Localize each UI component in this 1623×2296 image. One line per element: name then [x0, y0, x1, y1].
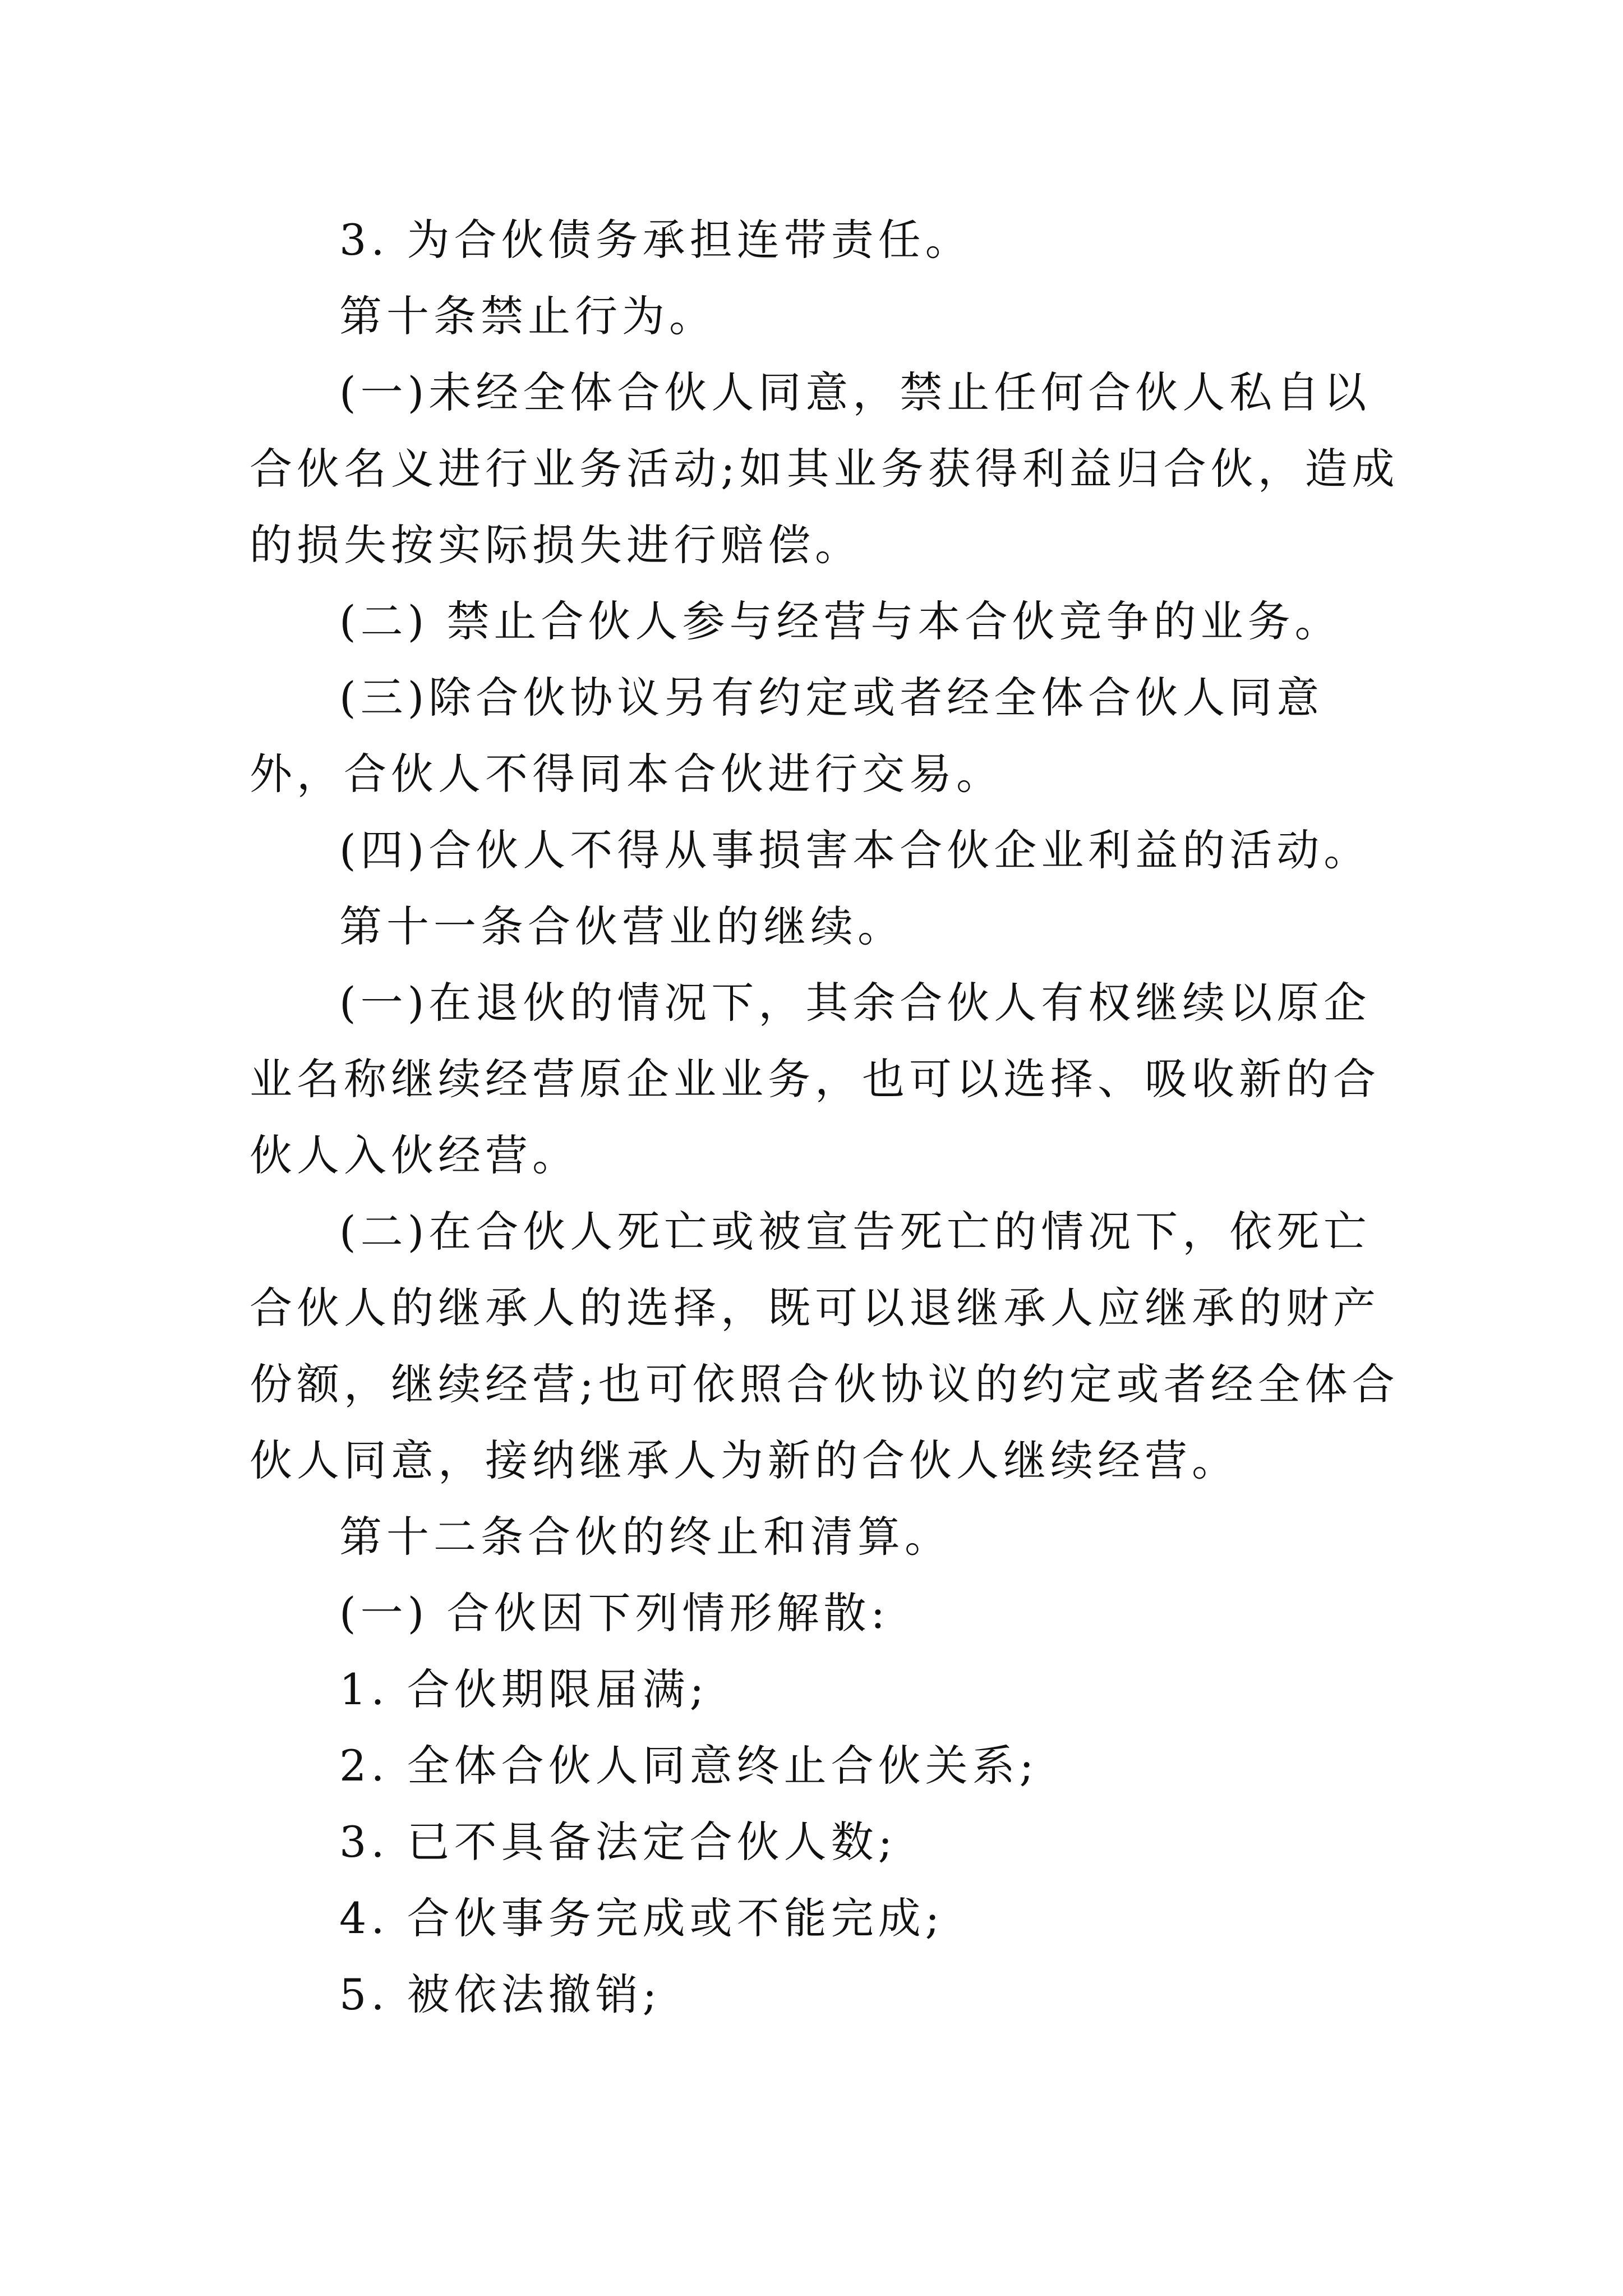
article-10-clause-2: (二) 禁止合伙人参与经营与本合伙竞争的业务。 [339, 596, 1342, 646]
dissolution-item-4: 4. 合伙事务完成或不能完成; [339, 1893, 944, 1943]
article-11-heading: 第十一条合伙营业的继续。 [339, 901, 905, 951]
dissolution-item-5: 5. 被依法撤销; [339, 1970, 662, 2019]
article-10-clause-4: (四)合伙人不得从事损害本合伙企业利益的活动。 [339, 825, 1371, 875]
dissolution-item-1: 1. 合伙期限届满; [339, 1664, 709, 1714]
article-10-heading: 第十条禁止行为。 [339, 291, 716, 341]
dissolution-item-2: 2. 全体合伙人同意终止合伙关系; [339, 1741, 1039, 1791]
article-10-clause-1: (一)未经全体合伙人同意，禁止任何合伙人私自以合伙名义进行业务活动;如其业务获得利益归合伙，造成的损失按实际损失进行赔偿。 [250, 367, 1399, 570]
article-12-clause-1: (一) 合伙因下列情形解散: [339, 1588, 890, 1638]
article-12-heading: 第十二条合伙的终止和清算。 [339, 1512, 952, 1562]
article-10-clause-3: (三)除合伙协议另有约定或者经全体合伙人同意外，合伙人不得同本合伙进行交易。 [250, 673, 1324, 799]
document-body [250, 202, 1399, 2033]
dissolution-item-3: 3. 已不具备法定合伙人数; [339, 1817, 897, 1867]
paragraph-item-3-joint-liability: 3. 为合伙债务承担连带责任。 [339, 215, 972, 265]
article-11-clause-1: (一)在退伙的情况下，其余合伙人有权继续以原企业名称继续经营原企业业务，也可以选择、吸收新的合伙人入伙经营。 [250, 978, 1380, 1180]
article-11-clause-2: (二)在合伙人死亡或被宣告死亡的情况下，依死亡合伙人的继承人的选择，既可以退继承人应继承的财产份额，继续经营;也可依照合伙协议的约定或者经全体合伙人同意，接纳继承人为新的合伙人继续经营。 [250, 1207, 1399, 1485]
